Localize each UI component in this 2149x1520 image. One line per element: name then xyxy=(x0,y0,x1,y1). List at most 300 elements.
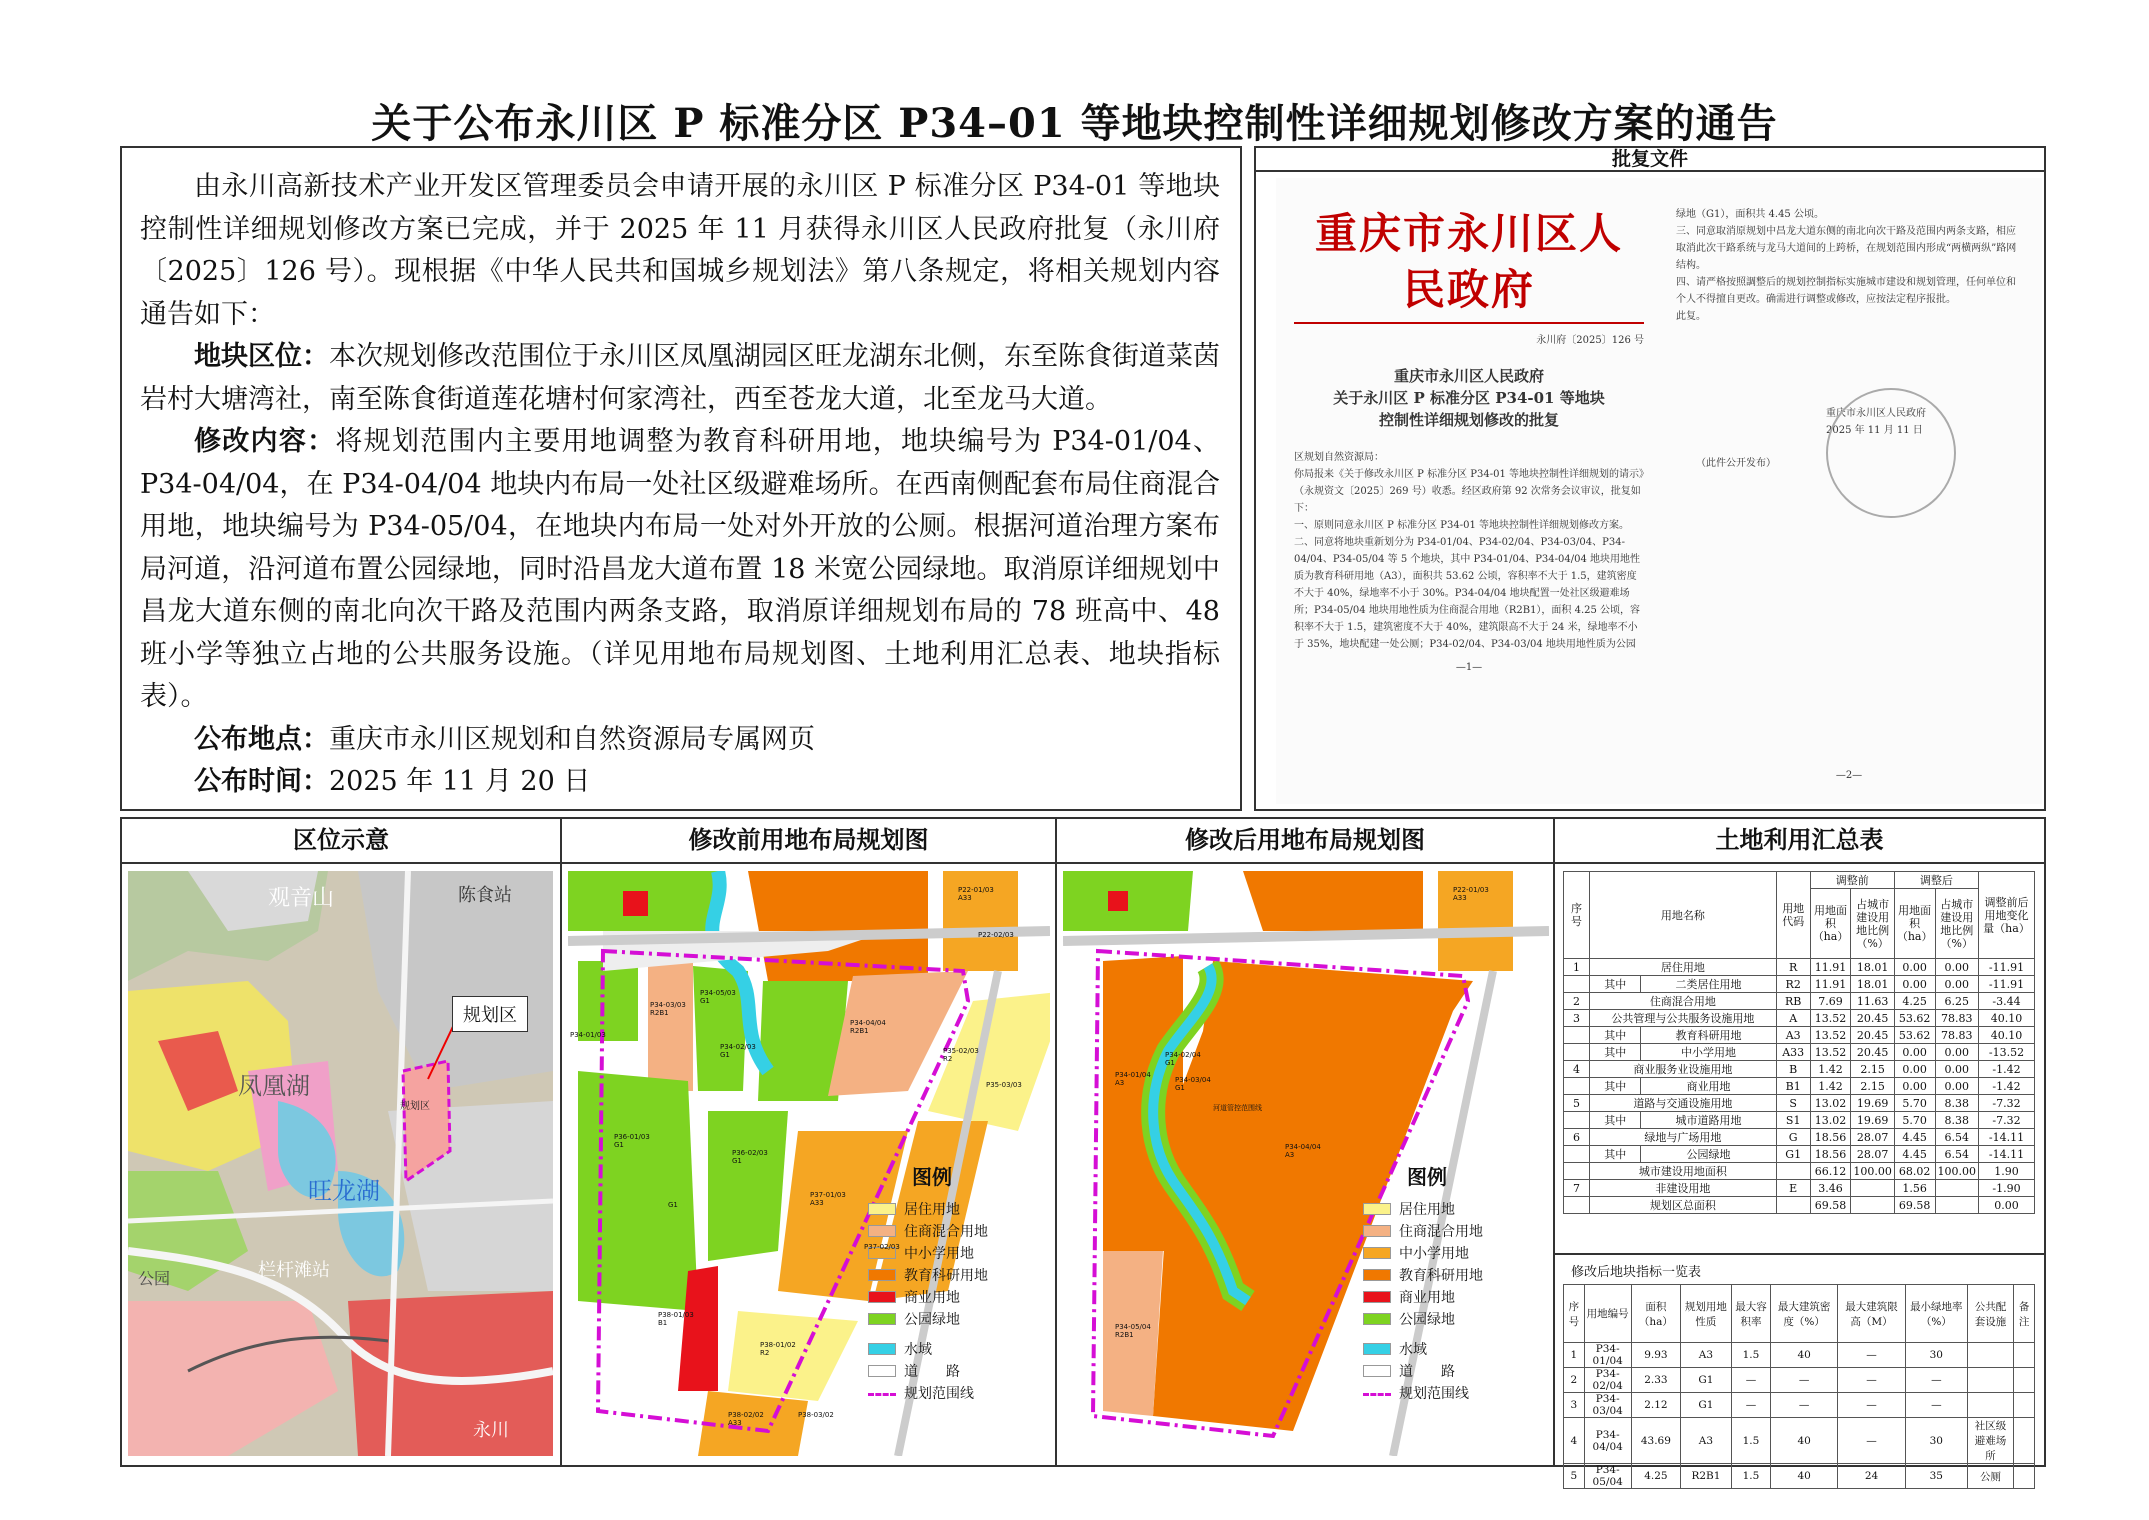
table-cell xyxy=(1967,1368,2014,1393)
legend-swatch-boundary xyxy=(868,1393,896,1396)
table-cell: 69.58 xyxy=(1894,1197,1935,1214)
table-cell: G1 xyxy=(1776,1146,1810,1163)
table-cell: — xyxy=(1731,1368,1770,1393)
table-cell: P34-03/04 xyxy=(1584,1393,1631,1418)
legend-swatch-mixed xyxy=(1363,1225,1391,1237)
table-cell: 商业用地 xyxy=(1641,1078,1776,1095)
legend-item: 居住用地 xyxy=(1363,1198,1483,1220)
legend-item: 教育科研用地 xyxy=(868,1264,988,1286)
table-cell xyxy=(1564,1044,1590,1061)
plans-panel xyxy=(120,817,2046,1488)
legend-item: 商业用地 xyxy=(868,1286,988,1308)
table-cell: 66.12 xyxy=(1810,1163,1851,1180)
table-cell: 13.52 xyxy=(1810,1027,1851,1044)
table-cell: -14.11 xyxy=(1979,1129,2035,1146)
table-cell: S xyxy=(1776,1095,1810,1112)
notice-place: 公布地点：重庆市永川区规划和自然资源局专属网页 xyxy=(194,723,815,755)
summary-column xyxy=(1555,819,2044,1488)
legend-item: 公园绿地 xyxy=(868,1308,988,1330)
legend-item: 中小学用地 xyxy=(868,1242,988,1264)
table-cell: R2B1 xyxy=(1681,1464,1732,1489)
table-cell: 5 xyxy=(1564,1464,1585,1489)
plot-label: P34-03/04 G1 xyxy=(1175,1076,1211,1092)
table-cell: — xyxy=(1771,1393,1838,1418)
table-cell xyxy=(1851,1180,1895,1197)
table-cell: 43.69 xyxy=(1631,1418,1680,1464)
table-cell: A3 xyxy=(1776,1027,1810,1044)
table-cell: E xyxy=(1776,1180,1810,1197)
table-cell: 城市道路用地 xyxy=(1641,1112,1776,1129)
table-cell: G1 xyxy=(1681,1393,1732,1418)
table-cell: -7.32 xyxy=(1979,1095,2035,1112)
notice-time: 公布时间：2025 年 11 月 20 日 xyxy=(194,766,591,797)
table-cell: 40.10 xyxy=(1979,1027,2035,1044)
index-header-cell: 规划用地性质 xyxy=(1681,1285,1732,1343)
table-cell: 4 xyxy=(1564,1418,1585,1464)
table-cell: 35 xyxy=(1905,1464,1967,1489)
table-cell: 20.45 xyxy=(1851,1010,1895,1027)
table-cell: 100.00 xyxy=(1851,1163,1895,1180)
table-cell: 78.83 xyxy=(1935,1010,1979,1027)
legend-item: 水域 xyxy=(868,1338,988,1360)
table-cell: — xyxy=(1731,1393,1770,1418)
plot-label: P34-05/04 R2B1 xyxy=(1115,1323,1151,1339)
table-cell: 1.42 xyxy=(1810,1078,1851,1095)
table-cell: 7 xyxy=(1564,1180,1590,1197)
table-cell xyxy=(1967,1343,2014,1368)
before-legend xyxy=(868,1161,988,1404)
plot-label: P38-03/02 xyxy=(798,1411,834,1419)
table-cell: 城市建设用地面积 xyxy=(1590,1163,1777,1180)
table-cell: 53.62 xyxy=(1894,1010,1935,1027)
page-number-1: —1— xyxy=(1455,662,1483,673)
table-row xyxy=(1564,1129,2035,1146)
summary-table xyxy=(1563,871,2035,1214)
notice-content: 修改内容：将规划范围内主要用地调整为教育科研用地，地块编号为 P34-01/04、P34-04/04，在 P34-04/04 地块内布局一处社区级避难场所。在西南侧配套布局住商混合用地，地块编号为 P34-05/04，在地块内布局一处对外开放的公厕。根据河道治理方案布局河道，沿河道布置公园绿地，同时沿昌龙大道布置 18 米宽公园绿地。取消原详细规划中昌龙大道东侧的南北向次干路及范围内两条支路，取消原详细规划布局的 78 班高中、48 班小学等独立占地的公共服务设施。（详见用地布局规划图、土地利用汇总表、地块指标表）。 xyxy=(140,426,1220,712)
legend-swatch-boundary xyxy=(1363,1393,1391,1396)
table-cell: R2 xyxy=(1776,976,1810,993)
table-cell: -1.90 xyxy=(1979,1180,2035,1197)
table-row xyxy=(1564,993,2035,1010)
table-cell: 1 xyxy=(1564,1343,1585,1368)
table-cell: 0.00 xyxy=(1935,976,1979,993)
table-cell: A xyxy=(1776,1010,1810,1027)
table-row xyxy=(1564,959,2035,976)
public-note: （此件公开发布） xyxy=(1696,458,1776,469)
table-cell: 1.5 xyxy=(1731,1343,1770,1368)
location-column xyxy=(122,819,562,1465)
table-cell: 非建设用地 xyxy=(1590,1180,1777,1197)
table-cell: 住商混合用地 xyxy=(1590,993,1777,1010)
table-cell: — xyxy=(1905,1368,1967,1393)
location-title: 区位示意 xyxy=(122,819,560,864)
table-cell: 40.10 xyxy=(1979,1010,2035,1027)
legend-item: 水域 xyxy=(1363,1338,1483,1360)
table-row xyxy=(1564,1146,2035,1163)
legend-swatch-park xyxy=(1363,1313,1391,1325)
table-cell: 13.02 xyxy=(1810,1112,1851,1129)
legend-swatch-residential xyxy=(868,1203,896,1215)
table-row xyxy=(1564,1112,2035,1129)
table-cell: 24 xyxy=(1838,1464,1906,1489)
signature: 重庆市永川区人民政府 xyxy=(1826,408,1926,419)
summary-table-wrap xyxy=(1563,871,2035,1214)
table-cell xyxy=(1564,976,1590,993)
table-cell: 0.00 xyxy=(1894,976,1935,993)
table-row xyxy=(1564,1464,2035,1489)
table-cell: 2.12 xyxy=(1631,1393,1680,1418)
approval-page-2 xyxy=(1656,178,2042,804)
plot-label: P34-05/03 G1 xyxy=(700,989,736,1005)
page-number-2: —2— xyxy=(1835,770,1863,781)
table-cell: 1.56 xyxy=(1894,1180,1935,1197)
plot-label: P34-03/03 R2B1 xyxy=(650,1001,686,1017)
legend-item: 道 路 xyxy=(1363,1360,1483,1382)
legend-swatch-school xyxy=(1363,1247,1391,1259)
table-cell: 20.45 xyxy=(1851,1027,1895,1044)
table-cell xyxy=(1564,1163,1590,1180)
table-cell: 4.45 xyxy=(1894,1146,1935,1163)
table-cell: 28.07 xyxy=(1851,1129,1895,1146)
legend-item: 居住用地 xyxy=(868,1198,988,1220)
table-cell: S1 xyxy=(1776,1112,1810,1129)
table-row xyxy=(1564,1095,2035,1112)
table-row xyxy=(1564,1197,2035,1214)
table-row xyxy=(1564,1027,2035,1044)
legend-swatch-education xyxy=(868,1269,896,1281)
table-cell: 18.56 xyxy=(1810,1129,1851,1146)
table-cell: 6.54 xyxy=(1935,1129,1979,1146)
table-cell: 18.01 xyxy=(1851,959,1895,976)
legend-swatch-mixed xyxy=(868,1225,896,1237)
table-cell xyxy=(2014,1393,2035,1418)
th-sub: 用地面积（ha） xyxy=(1894,889,1935,959)
table-cell: — xyxy=(1838,1393,1906,1418)
table-cell: 2.15 xyxy=(1851,1061,1895,1078)
table-cell: R xyxy=(1776,959,1810,976)
table-cell: 30 xyxy=(1905,1418,1967,1464)
table-cell: 2 xyxy=(1564,1368,1585,1393)
table-cell: 0.00 xyxy=(1894,1044,1935,1061)
before-title: 修改前用地布局规划图 xyxy=(562,819,1055,864)
before-map xyxy=(568,871,1050,1456)
table-cell: -13.52 xyxy=(1979,1044,2035,1061)
table-cell: 其中 xyxy=(1590,1078,1641,1095)
table-cell: 11.91 xyxy=(1810,976,1851,993)
legend-item: 住商混合用地 xyxy=(868,1220,988,1242)
table-cell: RB xyxy=(1776,993,1810,1010)
table-row xyxy=(1564,1368,2035,1393)
table-cell: — xyxy=(1771,1368,1838,1393)
th-seq: 序号 xyxy=(1564,872,1590,959)
plot-label: P34-04/04 A3 xyxy=(1285,1143,1321,1159)
table-cell: 2.33 xyxy=(1631,1368,1680,1393)
table-cell: 28.07 xyxy=(1851,1146,1895,1163)
table-cell: 8.38 xyxy=(1935,1112,1979,1129)
table-cell: 其中 xyxy=(1590,1044,1641,1061)
table-cell: -1.42 xyxy=(1979,1061,2035,1078)
table-cell: 2.15 xyxy=(1851,1078,1895,1095)
legend-swatch-commercial xyxy=(868,1291,896,1303)
table-cell xyxy=(1564,1078,1590,1095)
table-cell: 0.00 xyxy=(1935,1044,1979,1061)
table-cell: — xyxy=(1838,1343,1906,1368)
notice-text xyxy=(120,146,1242,811)
legend-swatch-water xyxy=(1363,1343,1391,1355)
table-cell: 6.25 xyxy=(1935,993,1979,1010)
plot-label: P36-01/03 G1 xyxy=(614,1133,650,1149)
table-cell: 3.46 xyxy=(1810,1180,1851,1197)
th-sub: 占城市建设用地比例（%） xyxy=(1935,889,1979,959)
table-cell: 5.70 xyxy=(1894,1095,1935,1112)
summary-body xyxy=(1564,959,2035,1214)
table-cell: 4.25 xyxy=(1631,1464,1680,1489)
table-cell: G xyxy=(1776,1129,1810,1146)
after-column xyxy=(1057,819,1555,1465)
plot-label: P35-03/03 xyxy=(986,1081,1022,1089)
notice-location: 地块区位：本次规划修改范围位于永川区凤凰湖园区旺龙湖东北侧，东至陈食街道菜茵岩村大塘湾社，南至陈食街道莲花塘村何家湾社，西至苍龙大道，北至龙马大道。 xyxy=(140,341,1220,415)
summary-title: 土地利用汇总表 xyxy=(1555,819,2044,864)
loc-guanyin: 观音山 xyxy=(268,886,335,911)
table-cell: 0.00 xyxy=(1894,959,1935,976)
index-header-cell: 备注 xyxy=(2014,1285,2035,1343)
th-after: 调整后 xyxy=(1894,872,1978,889)
table-cell: 78.83 xyxy=(1935,1027,1979,1044)
table-cell: 68.02 xyxy=(1894,1163,1935,1180)
table-cell xyxy=(1776,1163,1810,1180)
table-cell: 二类居住用地 xyxy=(1641,976,1776,993)
page-title: 关于公布永川区 P 标准分区 P34–01 等地块控制性详细规划修改方案的通告 xyxy=(371,100,1778,147)
table-cell xyxy=(2014,1418,2035,1464)
after-title: 修改后用地布局规划图 xyxy=(1057,819,1553,864)
th-name: 用地名称 xyxy=(1590,872,1777,959)
plot-label: P35-02/03 R2 xyxy=(943,1047,979,1063)
table-cell: 其中 xyxy=(1590,1027,1641,1044)
table-cell: 40 xyxy=(1771,1418,1838,1464)
legend-item: 教育科研用地 xyxy=(1363,1264,1483,1286)
plan-area-label: 规划区 xyxy=(400,1101,430,1112)
plot-label: P37-02/03 xyxy=(864,1243,900,1251)
after-legend xyxy=(1363,1161,1483,1404)
index-header-cell: 序号 xyxy=(1564,1285,1585,1343)
table-cell: 3 xyxy=(1564,1010,1590,1027)
th-sub: 用地面积（ha） xyxy=(1810,889,1851,959)
table-cell: 2 xyxy=(1564,993,1590,1010)
after-map xyxy=(1063,871,1549,1456)
table-cell xyxy=(1564,1146,1590,1163)
table-cell xyxy=(1935,1197,1979,1214)
table-cell: 18.56 xyxy=(1810,1146,1851,1163)
table-cell: 社区级避难场所 xyxy=(1967,1418,2014,1464)
plot-label: P38-02/02 A33 xyxy=(728,1411,764,1427)
legend-item: 商业用地 xyxy=(1363,1286,1483,1308)
table-cell: 30 xyxy=(1905,1343,1967,1368)
table-cell: 中小学用地 xyxy=(1641,1044,1776,1061)
sign-date: 2025 年 11 月 11 日 xyxy=(1826,425,1923,436)
plot-label: P34-01/03 xyxy=(570,1031,606,1039)
table-cell: 其中 xyxy=(1590,1112,1641,1129)
doc-title: 重庆市永川区人民政府 关于永川区 P 标准分区 P34-01 等地块 控制性详细规划修改的批复 xyxy=(1333,367,1605,429)
plot-label: P36-02/03 G1 xyxy=(732,1149,768,1165)
plot-label: P22-02/03 xyxy=(978,931,1014,939)
gov-heading: 重庆市永川区人民政府 xyxy=(1314,209,1623,314)
table-cell: 0.00 xyxy=(1935,1078,1979,1095)
plot-label: P38-01/03 B1 xyxy=(658,1311,694,1327)
table-row xyxy=(1564,1343,2035,1368)
legend-item: 规划范围线 xyxy=(1363,1382,1483,1404)
approval-body-left: 区规划自然资源局： 你局报来《关于修改永川区 P 标准分区 P34-01 等地块控制性详细规划的请示》（永规资文〔2025〕269 号）收悉。经区政府第 92 次常务会议审议，批复如下： 一、原则同意永川区 P 标准分区 P34-01 等地块控制性详细规划修改方案。 二、同意将地块重新划分为 P34-01/04、P34-02/04、P34-03/04、P34-04/04、P34-05/04 等 5 个地块，其中 P34-01/04、P34-04/04 地块用地性质为教育科研用地（A3），面积共 53.62 公顷，容积率不大于 1.5，建筑密度不大于 40%，绿地率不小于 30%。P34-04/04 地块配置一处社区级避难场所；P34-05/04 地块用地性质为住商混合用地（R2B1），面积 4.25 公顷，容积率不大于 1.5，建筑密度不大于 40%，建筑限高不大于 24 米，绿地率不小于 35%，地块配建一处公厕；P34-02/04、P34-03/04 地块用地性质为公园 xyxy=(1294,452,1644,650)
after-legend-title: 图例 xyxy=(1407,1165,1447,1189)
plot-label: P34-04/04 R2B1 xyxy=(850,1019,886,1035)
table-cell: 6.54 xyxy=(1935,1146,1979,1163)
table-cell: 13.02 xyxy=(1810,1095,1851,1112)
legend-swatch-park xyxy=(868,1313,896,1325)
table-cell: 4.45 xyxy=(1894,1129,1935,1146)
table-cell xyxy=(1564,1197,1590,1214)
legend-swatch-education xyxy=(1363,1269,1391,1281)
table-cell: 居住用地 xyxy=(1590,959,1777,976)
table-cell: — xyxy=(1905,1393,1967,1418)
legend-swatch-road xyxy=(868,1365,896,1377)
table-cell: 0.00 xyxy=(1894,1078,1935,1095)
table-cell: 道路与交通设施用地 xyxy=(1590,1095,1777,1112)
index-header-cell: 最小绿地率（%） xyxy=(1905,1285,1967,1343)
index-caption: 修改后地块指标一览表 xyxy=(1571,1265,1702,1280)
table-cell: 3 xyxy=(1564,1393,1585,1418)
table-row xyxy=(1564,1393,2035,1418)
table-cell: 7.69 xyxy=(1810,993,1851,1010)
th-code: 用地代码 xyxy=(1776,872,1810,959)
table-cell xyxy=(1564,1112,1590,1129)
table-cell: 教育科研用地 xyxy=(1641,1027,1776,1044)
table-cell: 1.5 xyxy=(1731,1418,1770,1464)
table-cell: -3.44 xyxy=(1979,993,2035,1010)
table-cell: -11.91 xyxy=(1979,959,2035,976)
table-cell: — xyxy=(1838,1368,1906,1393)
table-cell: P34-05/04 xyxy=(1584,1464,1631,1489)
legend-swatch-water xyxy=(868,1343,896,1355)
table-row xyxy=(1564,976,2035,993)
table-cell: — xyxy=(1838,1418,1906,1464)
index-header-cell: 最大建筑限高（M） xyxy=(1838,1285,1906,1343)
plan-area-callout: 规划区 xyxy=(452,996,528,1032)
table-cell xyxy=(2014,1343,2035,1368)
plot-label: G1 xyxy=(668,1201,678,1209)
table-cell: 0.00 xyxy=(1894,1061,1935,1078)
table-cell: 69.58 xyxy=(1810,1197,1851,1214)
approval-body-right: 绿地（G1），面积共 4.45 公顷。 三、同意取消原规划中昌龙大道东侧的南北向次干路及范围内两条支路，相应取消此次干路系统与龙马大道间的上跨桥，在规划范围内形成“两横两纵”路网结构。 四、请严格按照調整后的规划控制指标实施城市建设和规划管理，任何单位和个人不得擅自更改。确需进行调整或修改，应按法定程序报批。 此复。 xyxy=(1676,209,2017,322)
index-header-cell: 最大容积率 xyxy=(1731,1285,1770,1343)
table-row xyxy=(1564,1010,2035,1027)
table-cell: 8.38 xyxy=(1935,1095,1979,1112)
table-cell: 其中 xyxy=(1590,976,1641,993)
loc-langan: 栏杆滩站 xyxy=(258,1260,330,1281)
table-cell: 11.63 xyxy=(1851,993,1895,1010)
th-sub: 占城市建设用地比例（%） xyxy=(1851,889,1895,959)
table-cell: 1 xyxy=(1564,959,1590,976)
table-row xyxy=(1564,1044,2035,1061)
table-cell: 5 xyxy=(1564,1095,1590,1112)
legend-swatch-commercial xyxy=(1363,1291,1391,1303)
doc-number: 永川府〔2025〕126 号 xyxy=(1536,335,1644,346)
table-cell: 0.00 xyxy=(1935,1061,1979,1078)
index-table xyxy=(1563,1284,2035,1489)
loc-fenghuang: 凤凰湖 xyxy=(238,1072,310,1100)
table-cell: 4 xyxy=(1564,1061,1590,1078)
table-cell xyxy=(2014,1368,2035,1393)
table-cell: 19.69 xyxy=(1851,1112,1895,1129)
table-cell xyxy=(1967,1393,2014,1418)
table-cell: 53.62 xyxy=(1894,1027,1935,1044)
table-cell: P34-04/04 xyxy=(1584,1418,1631,1464)
table-cell: 商业服务业设施用地 xyxy=(1590,1061,1777,1078)
plot-label: P34-01/04 A3 xyxy=(1115,1071,1151,1087)
index-header-cell: 最大建筑密度（%） xyxy=(1771,1285,1838,1343)
table-cell: 公共管理与公共服务设施用地 xyxy=(1590,1010,1777,1027)
location-map-svg xyxy=(128,871,553,1456)
table-cell xyxy=(1851,1197,1895,1214)
table-cell: 0.00 xyxy=(1935,959,1979,976)
index-header-cell: 面积（ha） xyxy=(1631,1285,1680,1343)
table-row xyxy=(1564,1078,2035,1095)
table-row xyxy=(1564,1180,2035,1197)
table-cell: 公厕 xyxy=(1967,1464,2014,1489)
plot-label: P38-01/02 R2 xyxy=(760,1341,796,1357)
table-cell: B xyxy=(1776,1061,1810,1078)
table-row xyxy=(1564,1418,2035,1464)
table-cell: 公园绿地 xyxy=(1641,1146,1776,1163)
index-header-cell: 用地编号 xyxy=(1584,1285,1631,1343)
plot-label: P34-02/04 G1 xyxy=(1165,1051,1201,1067)
table-cell xyxy=(1776,1197,1810,1214)
plot-label: P22-01/03 A33 xyxy=(1453,886,1489,902)
legend-item: 道 路 xyxy=(868,1360,988,1382)
legend-item: 中小学用地 xyxy=(1363,1242,1483,1264)
table-cell: 19.69 xyxy=(1851,1095,1895,1112)
table-cell: -1.42 xyxy=(1979,1078,2035,1095)
table-cell: 100.00 xyxy=(1935,1163,1979,1180)
red-divider xyxy=(1294,322,1644,324)
notice-intro: 由永川高新技术产业开发区管理委员会申请开展的永川区 P 标准分区 P34-01 等地块控制性详细规划修改方案已完成，并于 2025 年 11 月获得永川区人民政府批复（永川府〔2025〕126 号）。现根据《中华人民共和国城乡规划法》第八条规定，将相关规划内容通告如下： xyxy=(140,171,1220,330)
table-cell: P34-02/04 xyxy=(1584,1368,1631,1393)
table-cell: 绿地与广场用地 xyxy=(1590,1129,1777,1146)
table-cell: 11.91 xyxy=(1810,959,1851,976)
table-cell: A3 xyxy=(1681,1343,1732,1368)
index-header-cell: 公共配套设施 xyxy=(1967,1285,2014,1343)
table-cell: A3 xyxy=(1681,1418,1732,1464)
table-cell: A33 xyxy=(1776,1044,1810,1061)
table-cell: 18.01 xyxy=(1851,976,1895,993)
legend-swatch-road xyxy=(1363,1365,1391,1377)
table-cell: 其中 xyxy=(1590,1146,1641,1163)
table-cell: 20.45 xyxy=(1851,1044,1895,1061)
table-cell: 40 xyxy=(1771,1343,1838,1368)
table-cell: 4.25 xyxy=(1894,993,1935,1010)
table-cell: -11.91 xyxy=(1979,976,2035,993)
legend-item: 规划范围线 xyxy=(868,1382,988,1404)
table-cell xyxy=(2014,1464,2035,1489)
plot-label: 河道管控范围线 xyxy=(1213,1104,1262,1112)
legend-swatch-residential xyxy=(1363,1203,1391,1215)
table-cell: 9.93 xyxy=(1631,1343,1680,1368)
table-cell: 1.42 xyxy=(1810,1061,1851,1078)
seal xyxy=(1826,388,1956,518)
table-cell: 13.52 xyxy=(1810,1010,1851,1027)
before-column xyxy=(562,819,1057,1465)
loc-chenshi: 陈食站 xyxy=(458,885,512,906)
index-body xyxy=(1564,1343,2035,1489)
plot-label: P34-02/03 G1 xyxy=(720,1043,756,1059)
